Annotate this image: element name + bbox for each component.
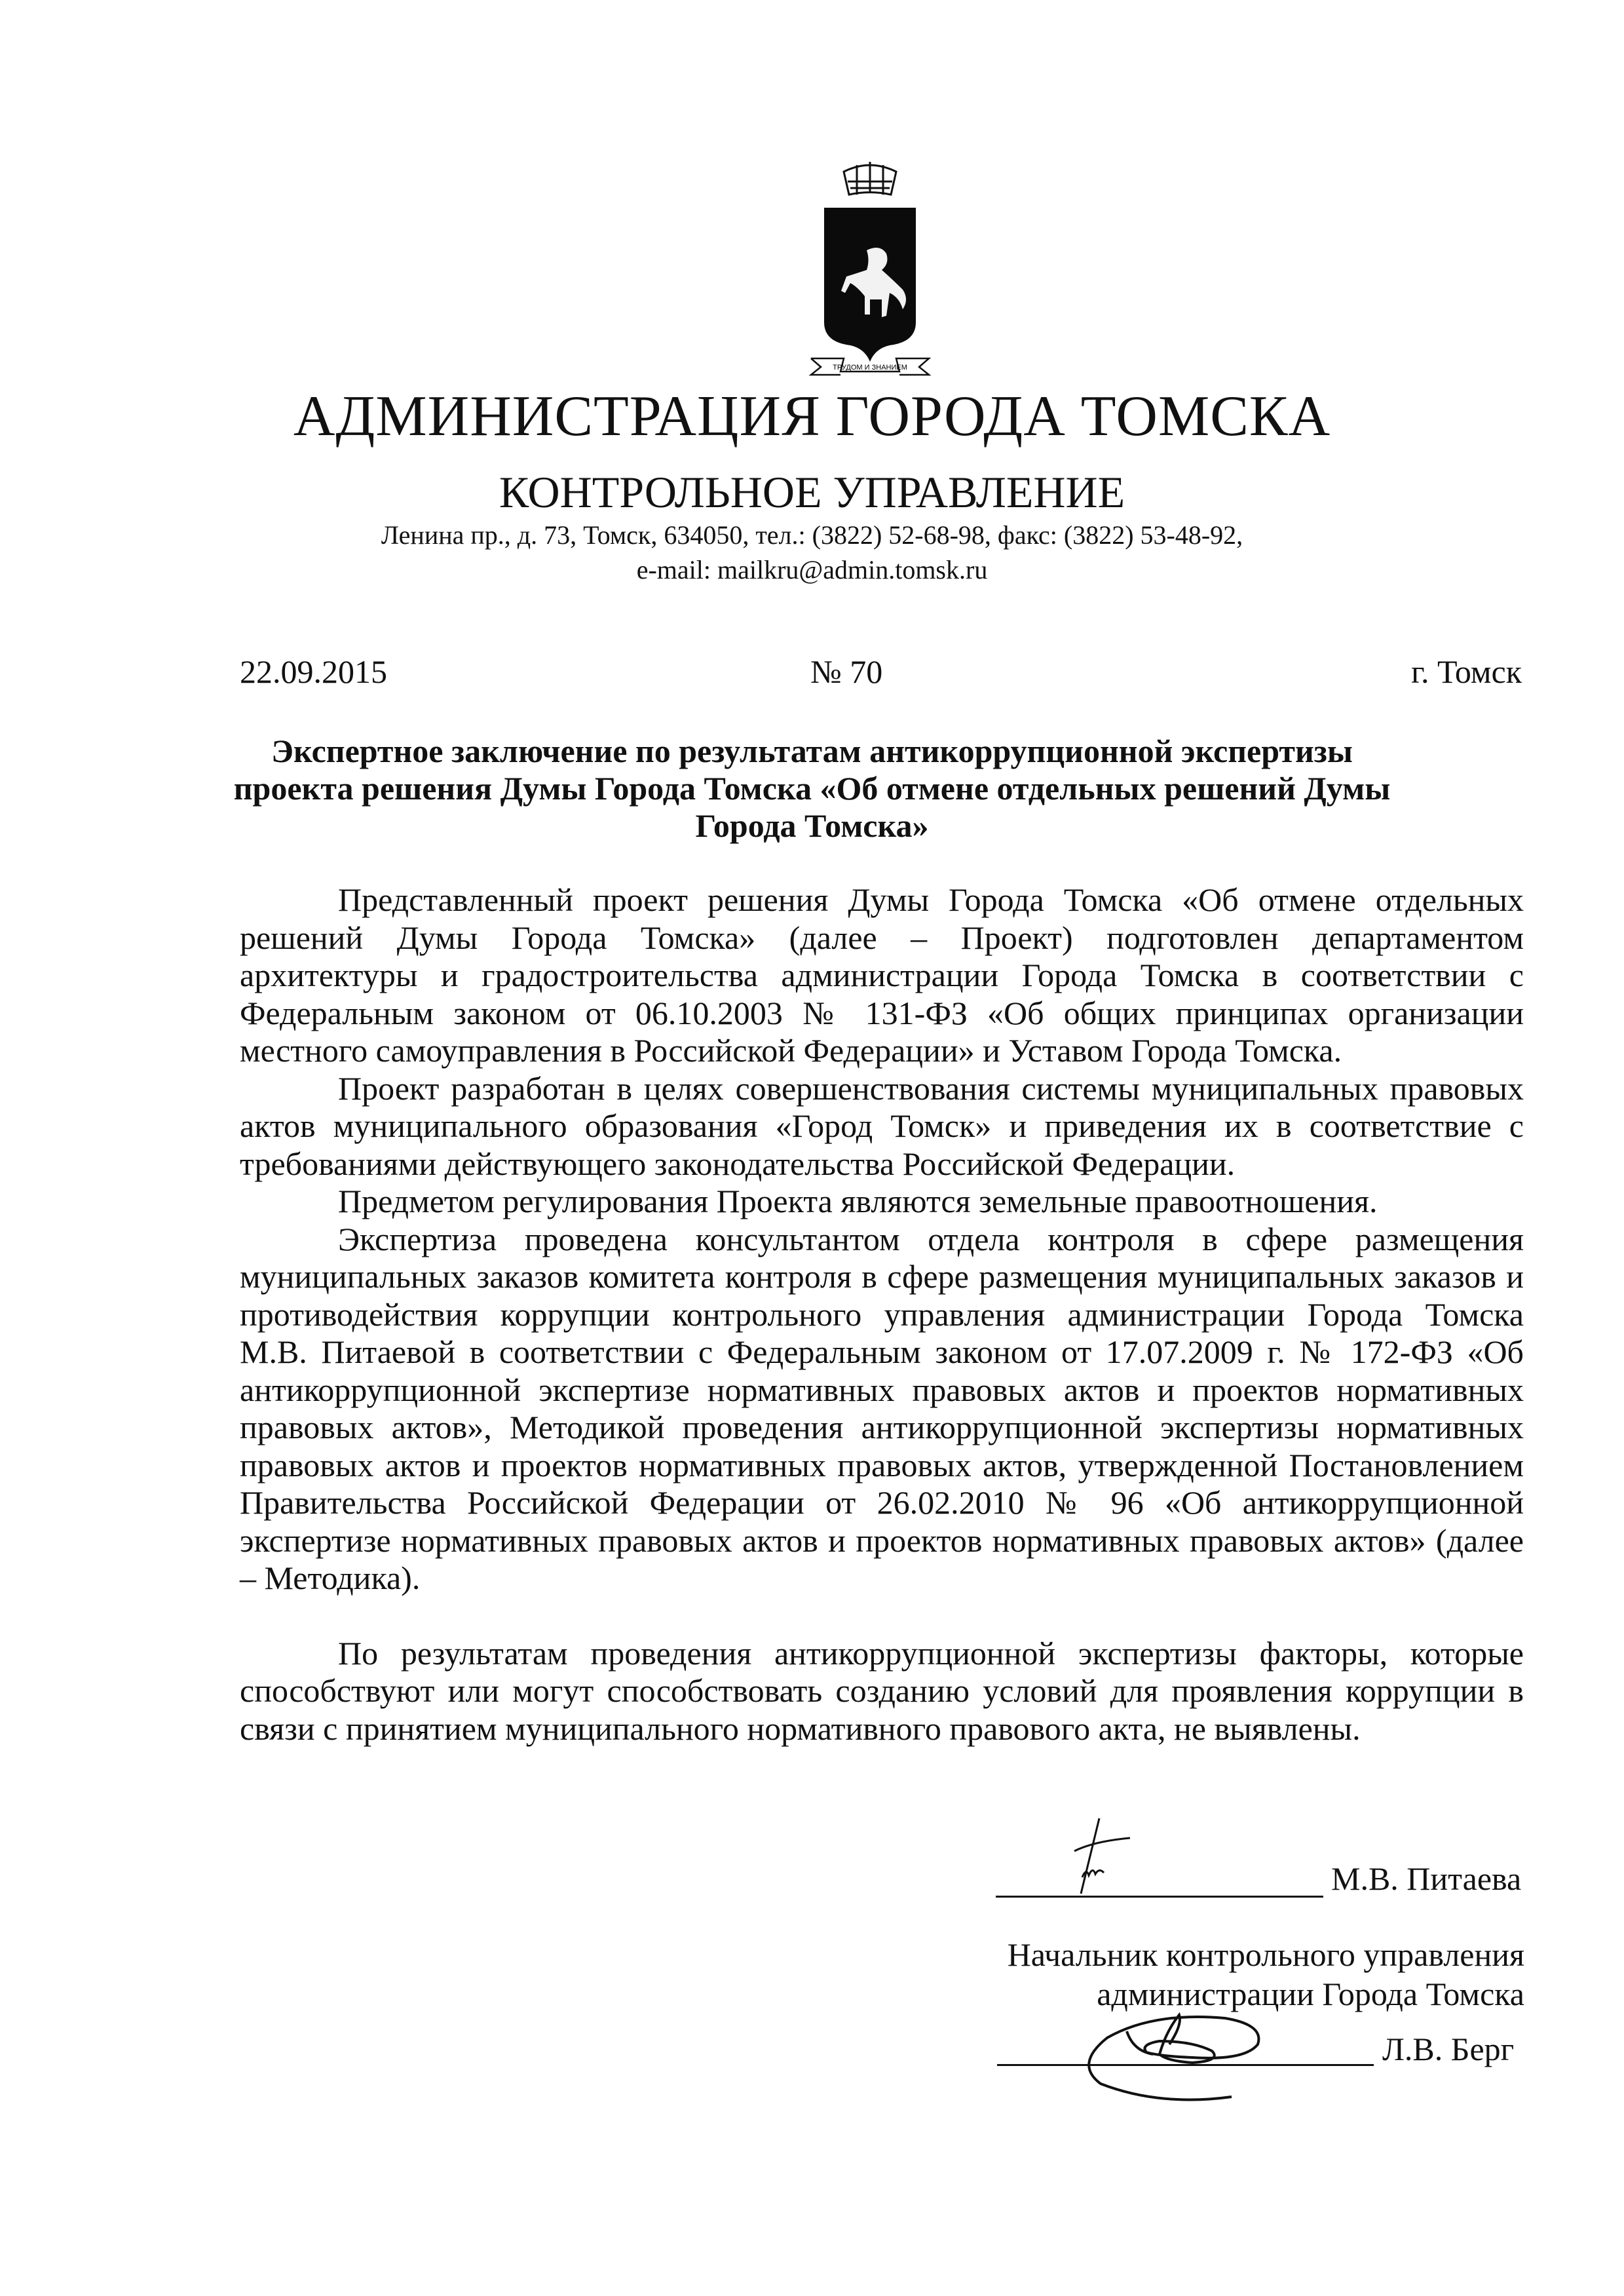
- paragraph-line: правовых актов и проектов нормативных правовых актов, утвержденной Постановлением: [240, 1446, 1524, 1483]
- document-number: № 70: [810, 653, 883, 690]
- paragraph-line: актов муниципального образования «Город Томск» и приведения их в соответствие с: [240, 1107, 1524, 1144]
- paragraph-gap: [240, 1598, 1524, 1635]
- document-city: г. Томск: [1411, 653, 1522, 690]
- address-line: Ленина пр., д. 73, Томск, 634050, тел.: (3822) 52-68-98, факс: (3822) 53-48-92,: [381, 520, 1243, 550]
- head-position-line: администрации Города Томска: [1097, 1976, 1524, 2012]
- paragraph-line: связи с принятием муниципального нормативного правового акта, не выявлены.: [240, 1710, 1361, 1747]
- paragraph-line: местного самоуправления в Российской Федерации» и Уставом Города Томска.: [240, 1032, 1342, 1069]
- paragraph-line: По результатам проведения антикоррупционной экспертизы факторы, которые: [338, 1634, 1524, 1672]
- paragraph-line: антикоррупционной экспертизе нормативных правовых актов и проектов нормативных: [240, 1371, 1524, 1408]
- head-position: [1008, 1935, 1524, 2014]
- paragraph-line: Федеральным законом от 06.10.2003 № 131-ФЗ «Об общих принципах организации: [240, 994, 1524, 1031]
- city-coat-of-arms-emblem: [804, 145, 935, 378]
- paragraph-line: решений Думы Города Томска» (далее – Проект) подготовлен департаментом: [240, 919, 1524, 956]
- email-line: e-mail: mailkru@admin.tomsk.ru: [636, 555, 988, 584]
- paragraph-line: противодействия коррупции контрольного управления администрации Города Томска: [240, 1295, 1524, 1333]
- document-body: [240, 881, 1524, 1748]
- title-line: проекта решения Думы Города Томска «Об отмене отдельных решений Думы: [233, 770, 1391, 807]
- paragraph-line: Экспертиза проведена консультантом отдела контроля в сфере размещения: [338, 1220, 1524, 1257]
- paragraph-line: экспертизе нормативных правовых актов и проектов нормативных правовых актов» (далее: [240, 1521, 1524, 1559]
- handwritten-signature-head: [1061, 2005, 1323, 2110]
- handwritten-signature-expert: [1048, 1815, 1146, 1900]
- paragraph: [240, 1070, 1524, 1183]
- paragraph-line: – Методика).: [240, 1559, 421, 1596]
- paragraph: [240, 1183, 1524, 1221]
- document-date: 22.09.2015: [240, 653, 387, 690]
- organization-name: АДМИНИСТРАЦИЯ ГОРОДА ТОМСКА: [293, 385, 1331, 448]
- paragraph-line: архитектуры и градостроительства администрации Города Томска в соответствии с: [240, 957, 1524, 993]
- paragraph-line: требованиями действующего законодательства Российской Федерации.: [240, 1145, 1236, 1182]
- emblem-motto: ТРУДОМ И ЗНАНИЕМ: [833, 364, 907, 372]
- title-line: Города Томска»: [695, 807, 929, 844]
- paragraph-line: Правительства Российской Федерации от 26.02.2010 № 96 «Об антикоррупционной: [240, 1484, 1524, 1521]
- paragraph-line: правовых актов», Методикой проведения антикоррупционной экспертизы нормативных: [240, 1409, 1524, 1445]
- document-title: [0, 733, 1624, 845]
- paragraph: [240, 1221, 1524, 1598]
- paragraph-line: М.В. Питаевой в соответствии с Федеральным законом от 17.07.2009 г. № 172-ФЗ «Об: [240, 1333, 1524, 1370]
- title-line: Экспертное заключение по результатам антикоррупционной экспертизы: [271, 733, 1353, 769]
- head-position-line: Начальник контрольного управления: [1007, 1936, 1524, 1973]
- expert-name: М.В. Питаева: [1331, 1860, 1522, 1897]
- signature-line: [996, 1896, 1323, 1898]
- paragraph-line: муниципальных заказов комитета контроля в сфере размещения муниципальных заказов и: [240, 1258, 1524, 1295]
- head-name: Л.В. Берг: [1382, 2031, 1515, 2067]
- paragraph-line: Представленный проект решения Думы Города Томска «Об отмене отдельных: [338, 881, 1524, 918]
- paragraph: [240, 1635, 1524, 1748]
- crown-icon: [844, 162, 896, 195]
- paragraph-line: Предметом регулирования Проекта являются земельные правоотношения.: [338, 1183, 1378, 1219]
- department-name: КОНТРОЛЬНОЕ УПРАВЛЕНИЕ: [499, 467, 1125, 517]
- paragraph-line: способствуют или могут способствовать созданию условий для проявления коррупции в: [240, 1672, 1524, 1709]
- paragraph-line: Проект разработан в целях совершенствования системы муниципальных правовых: [338, 1069, 1524, 1107]
- paragraph: [240, 881, 1524, 1070]
